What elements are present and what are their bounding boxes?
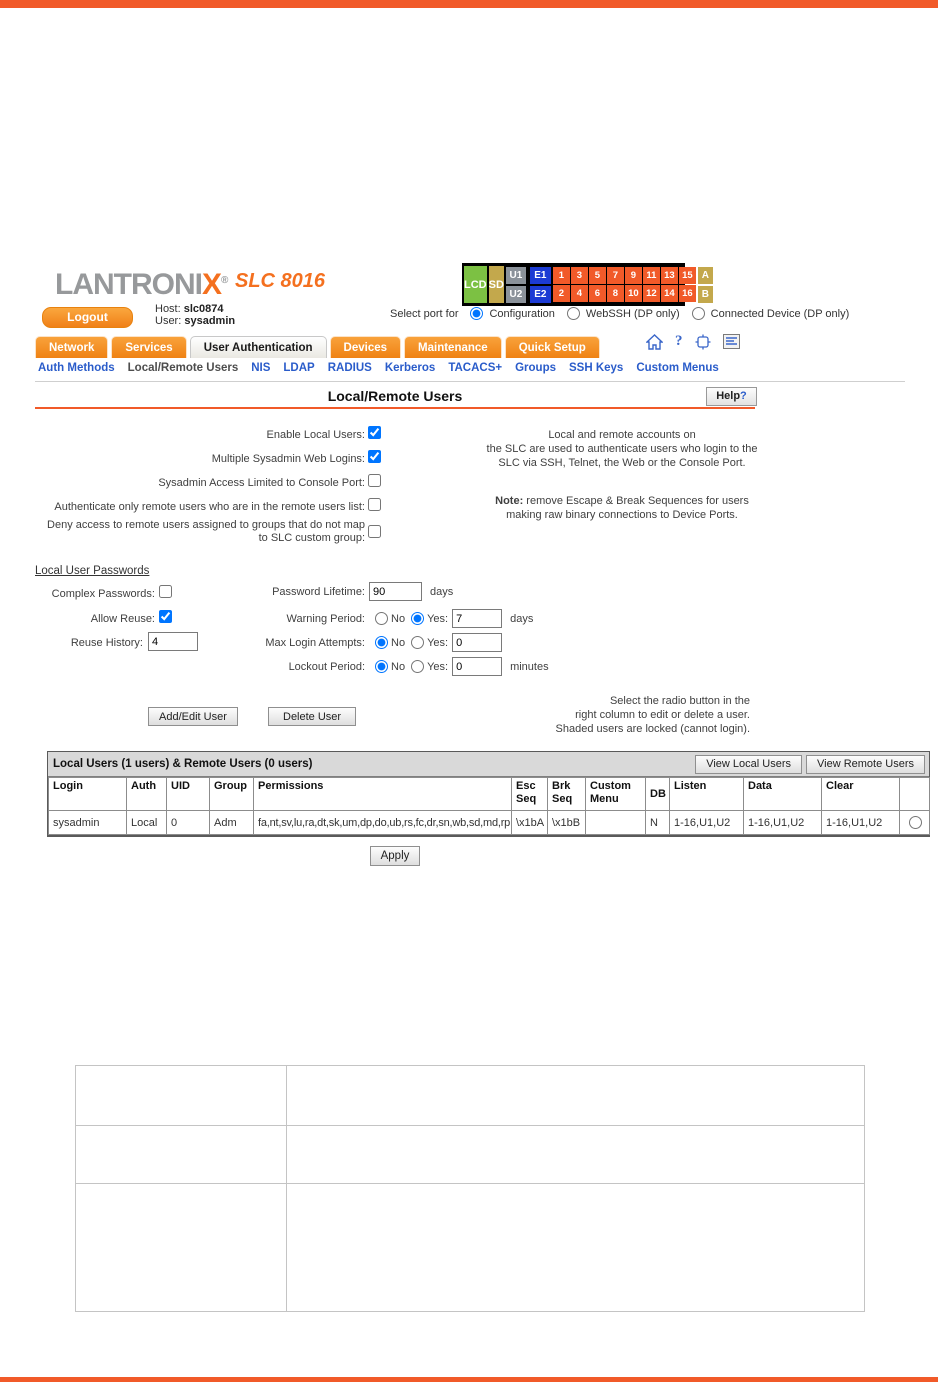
deny-access-remote-users-label: Deny access to remote users assigned to groups that do not map to SLC custom group: <box>47 519 365 544</box>
subnav-ssh-keys[interactable]: SSH Keys <box>568 362 624 374</box>
subnav-ldap[interactable]: LDAP <box>283 362 315 374</box>
log-icon[interactable] <box>723 334 740 349</box>
host-value: slc0874 <box>183 303 224 315</box>
bottom-accent-bar <box>0 1377 938 1382</box>
page-description <box>452 428 792 470</box>
max-login-attempts-row <box>200 633 502 652</box>
empty-cell <box>76 1184 287 1312</box>
password-lifetime-unit: days <box>430 585 454 598</box>
port-for-connected-device-label: Connected Device (DP only) <box>710 307 850 320</box>
device-port[interactable]: 7 <box>607 267 624 284</box>
col-cm-line1: Custom <box>590 780 631 792</box>
max-login-no-radio[interactable] <box>375 636 388 649</box>
users-header-row <box>49 778 930 811</box>
host-label: Host: <box>155 303 181 315</box>
edit-delete-hint <box>455 694 750 736</box>
port-for-webssh-label: WebSSH (DP only) <box>585 307 680 320</box>
hint-line: Shaded users are locked (cannot login). <box>555 723 750 735</box>
tab-user-authentication[interactable]: User Authentication <box>190 336 327 358</box>
warning-period-unit: days <box>510 612 534 625</box>
cell-auth: Local <box>127 811 167 835</box>
col-esc-seq <box>512 778 548 811</box>
port-for-configuration-label: Configuration <box>489 307 555 320</box>
user-value: sysadmin <box>184 315 236 327</box>
device-port[interactable]: 11 <box>643 267 660 284</box>
top-accent-bar <box>0 0 938 8</box>
cell-brk-seq: \x1bB <box>548 811 586 835</box>
col-clear: Clear <box>822 778 900 811</box>
tab-maintenance[interactable]: Maintenance <box>404 336 502 358</box>
sysadmin-access-limited-label: Sysadmin Access Limited to Console Port: <box>158 477 365 489</box>
delete-user-button[interactable]: Delete User <box>268 707 356 726</box>
port-lcd: LCD <box>464 266 487 303</box>
device-port[interactable]: 13 <box>661 267 678 284</box>
home-icon[interactable] <box>646 334 663 350</box>
users-table-caption: Local Users (1 users) & Remote Users (0 users) <box>53 758 313 770</box>
warning-period-no-label: No <box>391 612 406 625</box>
warning-period-label: Warning Period: <box>286 612 365 625</box>
enable-local-users-label: Enable Local Users: <box>266 429 365 441</box>
session-info <box>155 303 235 327</box>
tab-network[interactable]: Network <box>35 336 108 358</box>
subnav-radius[interactable]: RADIUS <box>327 362 372 374</box>
empty-cell <box>76 1126 287 1184</box>
col-brk-line2: Seq <box>552 793 573 805</box>
cell-uid: 0 <box>167 811 210 835</box>
col-brk-seq <box>548 778 586 811</box>
authenticate-only-remote-users-checkbox[interactable] <box>368 498 381 511</box>
col-permissions: Permissions <box>254 778 512 811</box>
help-button-qmark: ? <box>740 390 747 402</box>
empty-cell <box>287 1126 865 1184</box>
local-user-passwords-heading: Local User Passwords <box>35 565 150 577</box>
multiple-sysadmin-web-logins-checkbox[interactable] <box>368 450 381 463</box>
select-port-label: Select port for <box>390 307 459 320</box>
port-for-configuration-radio[interactable] <box>470 307 483 320</box>
sitemap-icon[interactable] <box>695 334 711 350</box>
port-b[interactable]: B <box>698 286 713 303</box>
complex-passwords-label: Complex Passwords: <box>51 588 155 600</box>
subnav-tacacs[interactable]: TACACS+ <box>448 362 503 374</box>
empty-cell <box>287 1184 865 1312</box>
title-underline <box>35 407 755 409</box>
col-cm-line2: Menu <box>590 793 619 805</box>
user-line <box>155 315 235 327</box>
device-port[interactable]: 1 <box>553 267 570 284</box>
lockout-yes-label: Yes: <box>427 660 449 673</box>
max-login-yes-radio[interactable] <box>411 636 424 649</box>
cell-permissions: fa,nt,sv,lu,ra,dt,sk,um,dp,do,ub,rs,fc,dr,sn,wb,sd,md,rp <box>254 811 512 835</box>
logo-registered-mark: ® <box>221 275 229 286</box>
empty-table-row <box>76 1184 865 1312</box>
subnav-local-remote-users[interactable]: Local/Remote Users <box>127 362 239 374</box>
subnav-nis[interactable]: NIS <box>251 362 271 374</box>
sysadmin-access-limited-checkbox[interactable] <box>368 474 381 487</box>
port-map <box>462 263 709 306</box>
col-auth: Auth <box>127 778 167 811</box>
sub-nav <box>38 362 719 374</box>
deny-access-remote-users-checkbox[interactable] <box>368 525 381 538</box>
note-line1: remove Escape & Break Sequences for users <box>523 495 749 507</box>
allow-reuse-label: Allow Reuse: <box>90 613 155 625</box>
device-port[interactable]: 2 <box>553 285 570 302</box>
reuse-history-input[interactable] <box>148 632 198 651</box>
reuse-history-label: Reuse History: <box>70 637 143 649</box>
lockout-period-input[interactable] <box>452 657 502 676</box>
device-port[interactable]: 6 <box>589 285 606 302</box>
subnav-custom-menus[interactable]: Custom Menus <box>636 362 719 374</box>
allow-reuse-checkbox[interactable] <box>159 610 172 623</box>
users-table-caption-bar <box>48 752 929 777</box>
empty-table-row <box>76 1066 865 1126</box>
col-brk-line1: Brk <box>552 780 571 792</box>
description-line: Local and remote accounts on <box>548 429 696 441</box>
max-login-yes-label: Yes: <box>427 636 449 649</box>
port-e2: E2 <box>530 286 551 303</box>
lockout-period-unit: minutes <box>510 660 549 673</box>
subnav-kerberos[interactable]: Kerberos <box>384 362 436 374</box>
empty-cell <box>287 1066 865 1126</box>
lockout-period-row <box>200 657 549 676</box>
main-tab-bar <box>35 336 600 358</box>
warning-period-row <box>200 609 533 628</box>
hint-line: right column to edit or delete a user. <box>575 709 750 721</box>
empty-detail-table <box>75 1065 865 1312</box>
help-icon[interactable]: ? <box>675 333 683 349</box>
port-e1: E1 <box>530 267 551 284</box>
col-group: Group <box>210 778 254 811</box>
col-data: Data <box>744 778 822 811</box>
users-table <box>47 751 930 837</box>
description-line: the SLC are used to authenticate users who login to the <box>486 443 758 455</box>
port-eth-column <box>530 267 551 303</box>
port-u2: U2 <box>506 286 526 303</box>
warning-period-yes-label: Yes: <box>427 612 449 625</box>
warning-period-yes-radio[interactable] <box>411 612 424 625</box>
col-esc-line2: Seq <box>516 793 537 805</box>
device-port[interactable]: 3 <box>571 267 588 284</box>
col-listen: Listen <box>670 778 744 811</box>
table-row <box>49 811 930 835</box>
col-esc-line1: Esc <box>516 780 536 792</box>
select-user-radio[interactable] <box>909 816 922 829</box>
device-port[interactable]: 4 <box>571 285 588 302</box>
logo-text-x: X <box>201 268 221 301</box>
cell-data: 1-16,U1,U2 <box>744 811 822 835</box>
page-title: Local/Remote Users <box>327 388 463 404</box>
subnav-auth-methods[interactable]: Auth Methods <box>38 362 115 374</box>
device-port[interactable]: 12 <box>643 285 660 302</box>
port-usb-column <box>506 267 526 303</box>
device-port[interactable]: 16 <box>679 285 696 302</box>
apply-button[interactable]: Apply <box>370 846 421 866</box>
note-line <box>462 494 782 508</box>
hint-line: Select the radio button in the <box>609 695 750 707</box>
lockout-period-label: Lockout Period: <box>288 660 365 673</box>
header-divider <box>35 381 905 382</box>
tab-quick-setup[interactable]: Quick Setup <box>505 336 600 358</box>
note-line2: making raw binary connections to Device Ports. <box>506 509 738 521</box>
view-local-users-button[interactable]: View Local Users <box>695 755 802 774</box>
user-label: User: <box>155 315 182 327</box>
device-port[interactable]: 9 <box>625 267 642 284</box>
enable-local-users-checkbox[interactable] <box>368 426 381 439</box>
max-login-attempts-label: Max Login Attempts: <box>265 636 365 649</box>
max-login-no-label: No <box>391 636 406 649</box>
header-icon-row <box>646 333 740 350</box>
authenticate-only-remote-users-label: Authenticate only remote users who are in the remote users list: <box>54 501 365 513</box>
lockout-no-radio[interactable] <box>375 660 388 673</box>
description-line: SLC via SSH, Telnet, the Web or the Console Port. <box>498 457 746 469</box>
cell-clear: 1-16,U1,U2 <box>822 811 900 835</box>
cell-custom-menu <box>586 811 646 835</box>
empty-table-row <box>76 1126 865 1184</box>
tab-devices[interactable]: Devices <box>330 336 401 358</box>
warning-period-no-radio[interactable] <box>375 612 388 625</box>
cell-listen: 1-16,U1,U2 <box>670 811 744 835</box>
password-lifetime-row <box>200 582 453 601</box>
users-grid <box>48 777 930 835</box>
empty-cell <box>76 1066 287 1126</box>
host-line <box>155 303 235 315</box>
port-sd: SD <box>489 266 504 303</box>
device-port-grid <box>553 267 696 302</box>
help-button[interactable] <box>706 387 757 406</box>
multiple-sysadmin-web-logins-label: Multiple Sysadmin Web Logins: <box>211 453 365 465</box>
lockout-no-label: No <box>391 660 406 673</box>
device-port[interactable]: 8 <box>607 285 624 302</box>
note-text <box>462 494 782 522</box>
complex-passwords-checkbox[interactable] <box>159 585 172 598</box>
logo-text-gray: LANTRONI <box>55 268 202 301</box>
col-login: Login <box>49 778 127 811</box>
product-model-label: SLC 8016 <box>235 270 326 292</box>
add-edit-user-button[interactable]: Add/Edit User <box>148 707 238 726</box>
logout-button[interactable]: Logout <box>42 307 133 328</box>
subnav-groups[interactable]: Groups <box>515 362 556 374</box>
cell-group: Adm <box>210 811 254 835</box>
view-remote-users-button[interactable]: View Remote Users <box>806 755 925 774</box>
apply-row <box>35 846 755 866</box>
cell-esc-seq: \x1bA <box>512 811 548 835</box>
port-u1: U1 <box>506 267 526 284</box>
port-for-connected-device-radio[interactable] <box>692 307 705 320</box>
cell-db: N <box>646 811 670 835</box>
help-button-text: Help <box>716 390 741 402</box>
device-port[interactable]: 10 <box>625 285 642 302</box>
tab-services[interactable]: Services <box>111 336 186 358</box>
port-for-webssh-radio[interactable] <box>567 307 580 320</box>
device-port[interactable]: 14 <box>661 285 678 302</box>
cell-login: sysadmin <box>49 811 127 835</box>
col-custom-menu <box>586 778 646 811</box>
max-login-input[interactable] <box>452 633 502 652</box>
port-a[interactable]: A <box>698 267 713 284</box>
port-ab-column <box>698 267 713 303</box>
device-port[interactable]: 15 <box>679 267 696 284</box>
device-port[interactable]: 5 <box>589 267 606 284</box>
password-lifetime-label: Password Lifetime: <box>272 585 365 598</box>
select-port-row <box>390 307 849 320</box>
lockout-yes-radio[interactable] <box>411 660 424 673</box>
col-select <box>900 778 930 811</box>
col-uid: UID <box>167 778 210 811</box>
warning-period-input[interactable] <box>452 609 502 628</box>
lantronix-logo <box>55 266 228 300</box>
note-label: Note: <box>495 495 524 507</box>
password-lifetime-input[interactable] <box>369 582 422 601</box>
col-db: DB <box>646 778 670 811</box>
cell-select <box>900 811 930 835</box>
